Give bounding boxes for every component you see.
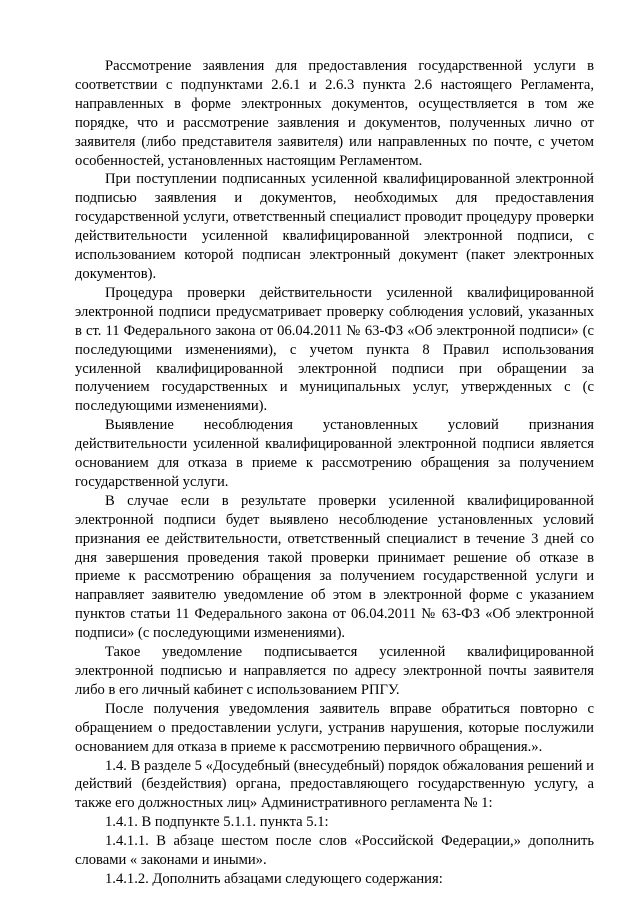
paragraph-verification-conditions: Процедура проверки действительности усиленной квалифицированной электронной подписи предусматривает проверку соблюдения условий, указанных в ст. 11 Федерального закона от 06.04.2011 № 63-ФЗ «Об электронной подписи» (с последующими изменениями), с учетом пункта 8 Правил использования усиленной квалифицированной электронной подписи при обращении за получением государственных и муниципальных услуг, утвержденных с (с последующими изменениями). xyxy=(75,284,594,415)
paragraph-section-1-4-1-1: 1.4.1.1. В абзаце шестом после слов «Российской Федерации,» дополнить словами « законами и иными». xyxy=(75,833,594,869)
document-body xyxy=(75,57,594,889)
paragraph-signature-check-procedure: При поступлении подписанных усиленной квалифицированной электронной подписью заявления и документов, необходимых для предоставления государственной услуги, ответственный специалист проводит процедуру проверки действительности усиленной квалифицированной электронной подписи, с использованием которой подписан электронный документ (пакет электронных документов). xyxy=(75,171,594,282)
paragraph-section-1-4-1: 1.4.1. В подпункте 5.1.1. пункта 5.1: xyxy=(105,814,329,831)
paragraph-application-review: Рассмотрение заявления для предоставления государственной услуги в соответствии с подпунктами 2.6.1 и 2.6.3 пункта 2.6 настоящего Регламента, направленных в форме электронных документов, осуществляется в том же порядке, что и рассмотрение заявления и документов, полученных лично от заявителя (либо представителя заявителя) или направленных по почте, с учетом особенностей, установленных настоящим Регламентом. xyxy=(75,58,594,169)
paragraph-section-1-4: 1.4. В разделе 5 «Досудебный (внесудебный) порядок обжалования решений и действий (бездействия) органа, предоставляющего государственную услугу, а также его должностных лиц» Административного регламента № 1: xyxy=(75,757,594,812)
paragraph-repeat-request: После получения уведомления заявитель вправе обратиться повторно с обращением о предоставлении услуги, устранив нарушения, которые послужили основанием для отказа в приеме к рассмотрению первичного обращения.». xyxy=(75,700,594,755)
paragraph-refusal-basis: Выявление несоблюдения установленных условий признания действительности усиленной квалифицированной электронной подписи является основанием для отказа в приеме к рассмотрению обращения за получением государственной услуги. xyxy=(75,417,594,490)
paragraph-refusal-decision: В случае если в результате проверки усиленной квалифицированной электронной подписи будет выявлено несоблюдение установленных условий признания ее действительности, ответственный специалист в течение 3 дней со дня завершения проведения такой проверки принимает решение об отказе в приеме к рассмотрению обращения за получением государственной услуги и направляет заявителю уведомление об этом в электронной форме с указанием пунктов статьи 11 Федерального закона от 06.04.2011 № 63-ФЗ «Об электронной подписи» (с последующими изменениями). xyxy=(75,492,594,642)
paragraph-section-1-4-1-2: 1.4.1.2. Дополнить абзацами следующего содержания: xyxy=(105,870,443,887)
paragraph-notification: Такое уведомление подписывается усиленной квалифицированной электронной подписью и направляется по адресу электронной почты заявителя либо в его личный кабинет с использованием РПГУ. xyxy=(75,644,594,698)
